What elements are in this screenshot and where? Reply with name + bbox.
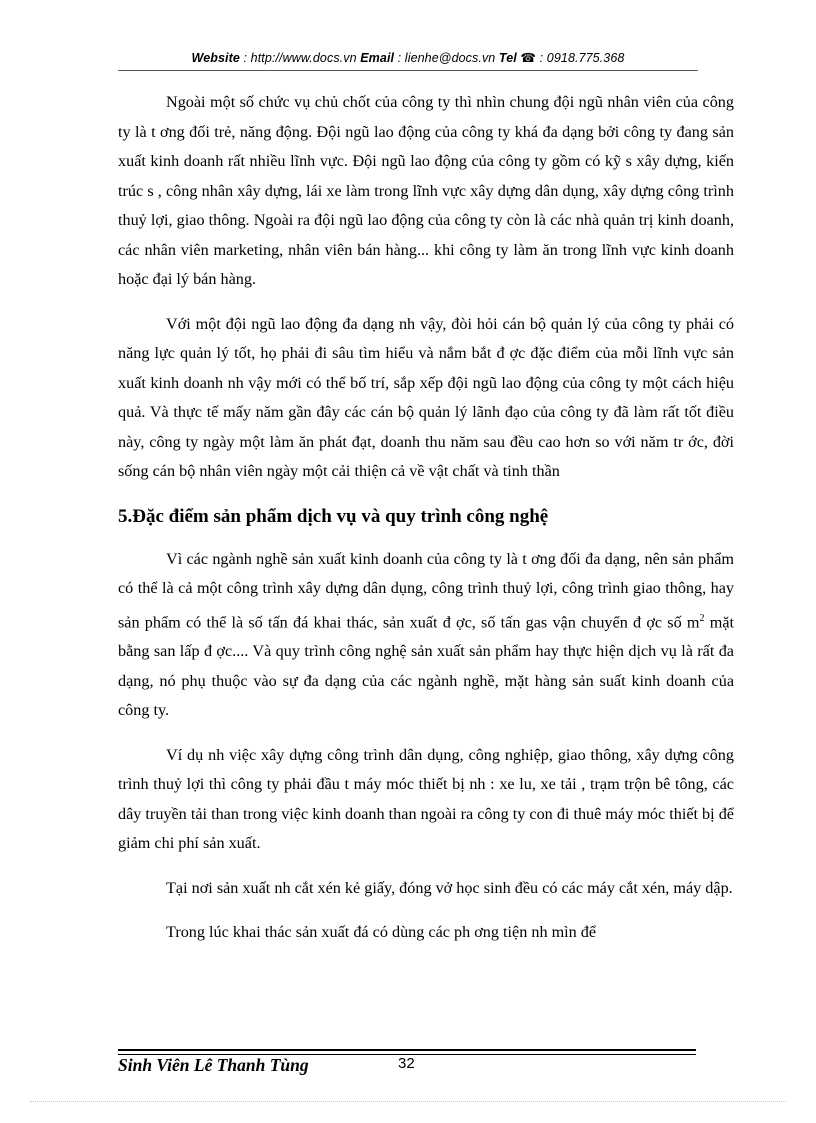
website-label: Website: [191, 51, 240, 65]
footer-divider-thick: [118, 1049, 696, 1051]
tel-value: : 0918.775.368: [536, 51, 625, 65]
paragraph-products-text-2: mặt bằng san lấp đ ợc.... Và quy trình công nghệ sản xuất sản phẩm hay thực hiện dịch vụ là rất đa dạng, nó phụ thuộc vào sự đa dạng của các ngành nghề, mặt hàng sản suất kinh doanh của công ty.: [118, 612, 734, 720]
paragraph-example: Ví dụ nh việc xây dựng công trình dân dụng, công nghiệp, giao thông, xây dựng công trình thuỷ lợi thì công ty phải đầu t máy móc thiết bị nh : xe lu, xe tải , trạm trộn bê tông, các dây truyền tải than trong việc kinh doanh than ngoài ra công ty con đi thuê máy móc thiết bị để giảm chi phí sản xuất.: [118, 745, 734, 853]
paragraph-production-site: Tại nơi sản xuất nh cắt xén kẻ giấy, đóng vở học sinh đều có các máy cắt xén, máy dập.: [166, 878, 733, 897]
paragraph-staff-overview: Ngoài một số chức vụ chủ chốt của công ty thì nhìn chung đội ngũ nhân viên của công ty là t ơng đối trẻ, năng động. Đội ngũ lao động của công ty khá đa dạng bởi công ty đang sản xuất kinh doanh rất nhiều lĩnh vực. Đội ngũ lao động của công ty gồm có kỹ s xây dựng, kiến trúc s , công nhân xây dựng, lái xe làm trong lĩnh vực xây dựng dân dụng, xây dựng công trình thuỷ lợi, giao thông. Ngoài ra đội ngũ lao động của công ty còn là các nhà quản trị kinh doanh, các nhân viên marketing, nhân viên bán hàng... khi công ty làm ăn trong lĩnh vực kinh doanh hoặc đại lý bán hàng.: [118, 93, 734, 288]
footer-author: Sinh Viên Lê Thanh Tùng: [118, 1055, 309, 1075]
email-label: Email: [360, 51, 395, 65]
paragraph-products-text-1: Vì các ngành nghề sản xuất kinh doanh của công ty là t ơng đối đa dạng, nên sản phẩm có thể là cả một công trình xây dựng dân dụng, công trình thuỷ lợi, công trình giao thông, hay sản phẩm có thể là số tấn đá khai thác, sản xuất đ ợc, số tấn gas vận chuyển đ ợc số m: [118, 549, 734, 631]
superscript-2: 2: [699, 612, 705, 624]
section-heading: 5.Đặc điểm sản phẩm dịch vụ và quy trình công nghệ: [118, 505, 549, 527]
email-value: : lienhe@docs.vn: [394, 51, 499, 65]
page-bottom-border: [30, 1101, 786, 1102]
page-number: 32: [398, 1055, 415, 1072]
website-value: : http://www.docs.vn: [239, 51, 361, 65]
paragraph-management: Với một đội ngũ lao động đa dạng nh vậy, đòi hỏi cán bộ quản lý của công ty phải có năng lực quản lý tốt, họ phải đi sâu tìm hiểu và nắm bắt đ ợc đặc điểm của mỗi lĩnh vực sản xuất kinh doanh nh vậy mới có thể bố trí, sắp xếp đội ngũ lao động của công ty một cách hiệu quả. Và thực tế mấy năm gần đây các cán bộ quản lý lãnh đạo của công ty đã làm rất tốt điều này, công ty ngày một làm ăn phát đạt, doanh thu năm sau đều cao hơn so với năm tr ớc, đời sống cán bộ nhân viên ngày một cải thiện cả về vật chất và tinh thần: [118, 314, 734, 480]
phone-icon: ☎: [520, 51, 537, 65]
paragraph-products: [118, 545, 734, 726]
page-header: [118, 50, 698, 65]
paragraph-quarrying: Trong lúc khai thác sản xuất đá có dùng các ph ơng tiện nh mìn để: [166, 923, 597, 942]
tel-label: Tel: [498, 51, 517, 65]
page-content: [118, 88, 734, 963]
header-divider: [118, 70, 698, 71]
